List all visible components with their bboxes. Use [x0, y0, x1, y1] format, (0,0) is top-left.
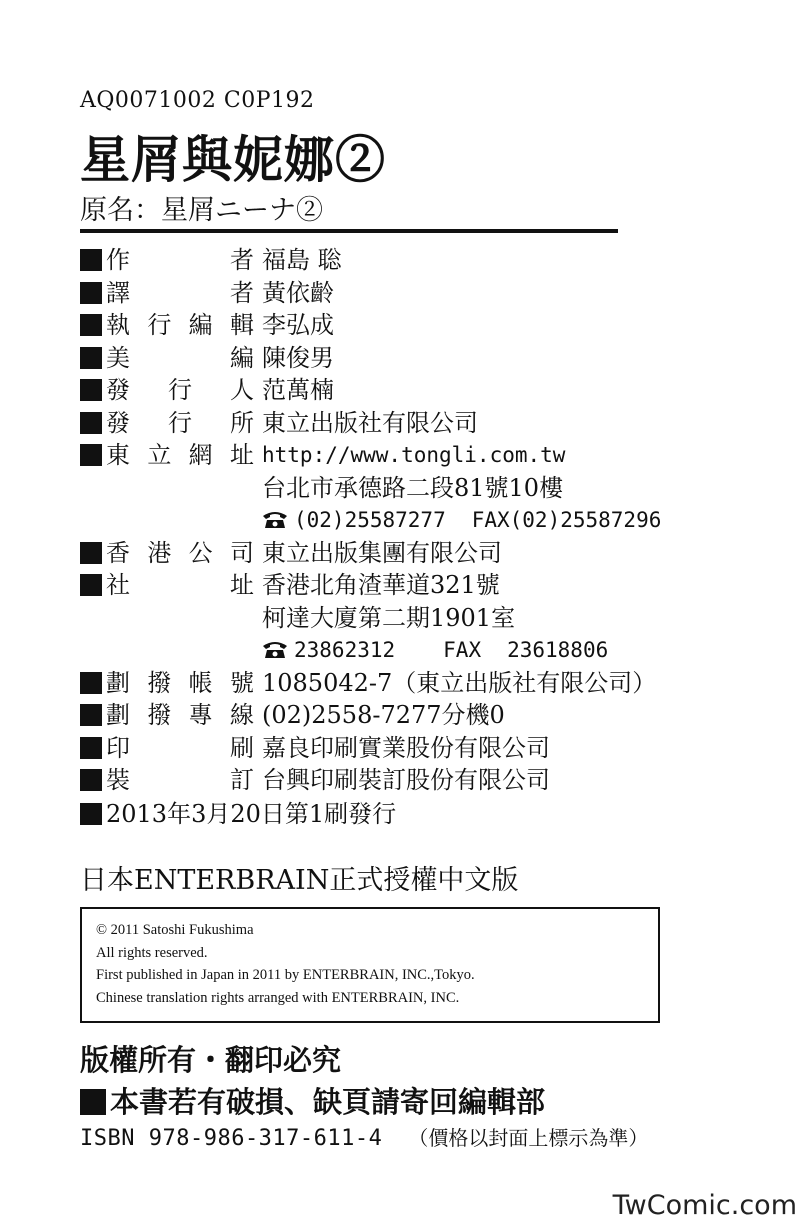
copyright-line: © 2011 Satoshi Fukushima [96, 922, 254, 938]
credit-row-translator [80, 277, 720, 310]
credit-value: 李弘成 [262, 311, 334, 339]
credit-label: 美編 [106, 343, 254, 372]
title-divider [80, 229, 618, 233]
black-square-bullet-icon [80, 704, 102, 726]
credit-label: 發行所 [106, 408, 254, 437]
credit-value: 1085042-7（東立出版社有限公司） [262, 668, 657, 697]
black-square-bullet-icon [80, 412, 102, 434]
credit-row-website [80, 439, 720, 472]
credit-label: 裝訂 [106, 766, 254, 794]
black-square-bullet-icon [80, 803, 102, 825]
hk-address-row2 [80, 602, 720, 635]
black-square-bullet-icon [80, 574, 102, 596]
credit-label: 劃撥帳號 [106, 668, 254, 697]
damage-notice: 本書若有破損、缺頁請寄回編輯部 [110, 1085, 546, 1119]
damage-notice-row [80, 1080, 545, 1121]
credit-row-binding [80, 764, 720, 797]
black-square-bullet-icon [80, 672, 102, 694]
black-square-bullet-icon [80, 347, 102, 369]
publish-date-row [80, 794, 396, 829]
isbn-row [80, 1122, 648, 1151]
credit-value: (02)2558-7277分機0 [262, 701, 505, 729]
tongli-fax: FAX(02)25587296 [471, 508, 662, 532]
credit-label: 譯者 [106, 278, 254, 307]
credit-value: 台興印刷裝訂股份有限公司 [262, 766, 550, 794]
credit-label: 東立網址 [106, 441, 254, 469]
tongli-phone: (02)25587277 [294, 508, 446, 532]
credit-value: 東立出版社有限公司 [262, 408, 478, 437]
credit-label: 發行人 [106, 376, 254, 404]
credit-row-postal-account [80, 667, 720, 700]
copyright-box [80, 907, 660, 1023]
credit-label: 執行編輯 [106, 311, 254, 339]
credit-value: 黃依齡 [262, 278, 334, 307]
credit-label: 印刷 [106, 733, 254, 762]
tongli-address-row [80, 472, 720, 505]
credit-value: 陳俊男 [262, 343, 334, 372]
hk-phone-row [80, 634, 720, 667]
hk-address-line1: 香港北角渣華道321號 [262, 571, 500, 599]
credit-row-author [80, 244, 720, 277]
hk-phone: 23862312 [294, 638, 396, 662]
black-square-bullet-icon [80, 769, 102, 791]
credit-label: 作者 [106, 246, 254, 274]
credit-row-art-editor [80, 342, 720, 375]
black-square-bullet-icon [80, 249, 102, 271]
catalog-code: AQ0071002 C0P192 [80, 88, 315, 113]
credit-row-publisher [80, 374, 720, 407]
black-square-bullet-icon [80, 444, 102, 466]
book-title: 星屑與妮娜② [80, 130, 386, 189]
credit-label: 香港公司 [106, 538, 254, 567]
hk-company-name: 東立出版集團有限公司 [262, 538, 502, 567]
credit-value: 福島 聡 [262, 246, 342, 274]
credit-label: 劃撥專線 [106, 701, 254, 729]
credit-value: 范萬楠 [262, 376, 334, 404]
credit-row-printing [80, 732, 720, 765]
black-square-bullet-icon [80, 737, 102, 759]
black-square-bullet-icon [80, 282, 102, 304]
isbn: ISBN 978-986-317-611-4 [80, 1126, 383, 1151]
hk-fax-label: FAX [443, 638, 482, 662]
black-square-bullet-icon [80, 379, 102, 401]
copyright-line: All rights reserved. [96, 944, 208, 961]
phone-icon [262, 509, 288, 529]
credit-row-hk-address [80, 569, 720, 602]
original-title: 原名：星屑ニーナ② [80, 195, 323, 226]
credit-row-postal-line [80, 699, 720, 732]
black-square-bullet-icon [80, 1089, 106, 1115]
price-note: （價格以封面上標示為準） [408, 1126, 649, 1150]
credit-label: 社址 [106, 571, 254, 599]
credit-value: 嘉良印刷實業股份有限公司 [262, 733, 550, 762]
black-square-bullet-icon [80, 314, 102, 336]
license-statement: 日本ENTERBRAIN正式授權中文版 [80, 865, 519, 896]
credits-list [80, 244, 720, 797]
copyright-line: Chinese translation rights arranged with ENTERBRAIN, INC. [96, 989, 460, 1006]
watermark: TwComic.com [612, 1190, 797, 1221]
rights-reserved: 版權所有・翻印必究 [80, 1043, 342, 1077]
credit-row-publishing-house [80, 407, 720, 440]
phone-icon [262, 639, 288, 659]
hk-fax: 23618806 [507, 638, 609, 662]
credit-row-hk-company [80, 537, 720, 570]
publish-date: 2013年3月20日第1刷發行 [106, 800, 397, 828]
website-url: http://www.tongli.com.tw [262, 443, 566, 467]
hk-address-line2: 柯達大廈第二期1901室 [262, 603, 516, 632]
credit-row-executive-editor [80, 309, 720, 342]
tongli-phone-row [80, 504, 720, 537]
copyright-line: First published in Japan in 2011 by ENTERBRAIN, INC.,Tokyo. [96, 967, 475, 983]
black-square-bullet-icon [80, 542, 102, 564]
tongli-address: 台北市承德路二段81號10樓 [262, 473, 564, 502]
